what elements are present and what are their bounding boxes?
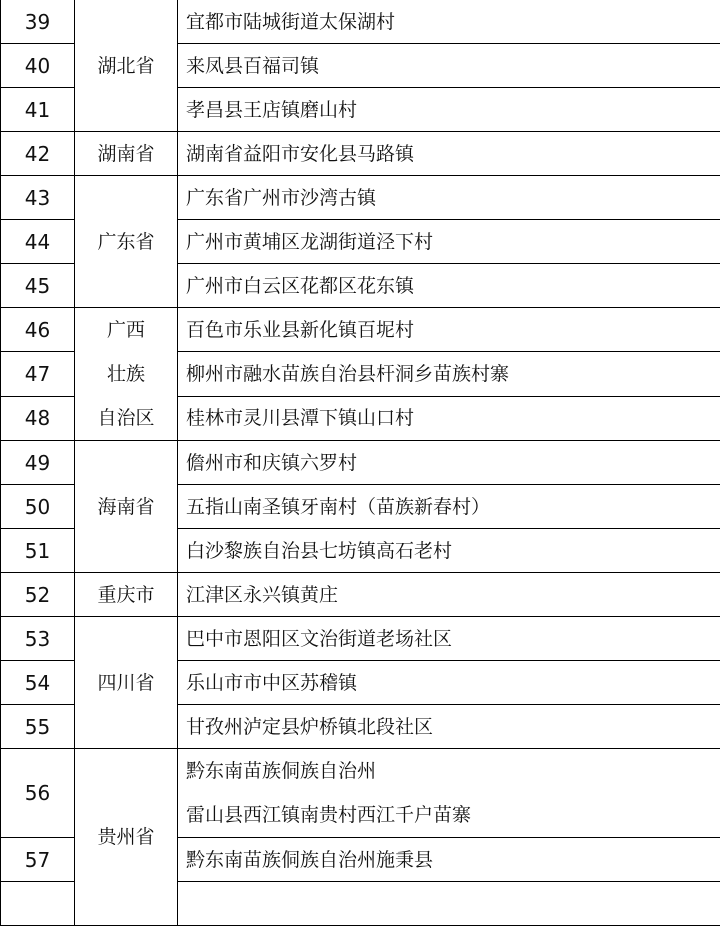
province-cell-chongqing: 重庆市 [75,573,178,617]
place-cell: 桂林市灵川县潭下镇山口村 [178,396,720,440]
row-number: 57 [1,838,75,882]
place-cell: 广州市白云区花都区花东镇 [178,264,720,308]
row-number: 54 [1,661,75,705]
row-number: 39 [1,0,75,44]
place-cell: 五指山南圣镇牙南村（苗族新春村） [178,485,720,529]
place-cell: 广东省广州市沙湾古镇 [178,176,720,220]
province-cell-sichuan: 四川省 [75,617,178,749]
place-cell: 宜都市陆城街道太保湖村 [178,0,720,44]
row-number: 49 [1,441,75,485]
province-cell-guizhou: 贵州省 [75,749,178,926]
place-cell [178,749,720,838]
place-cell: 巴中市恩阳区文治街道老场社区 [178,617,720,661]
row-number: 45 [1,264,75,308]
province-cell-guangxi [75,308,178,441]
row-number: 56 [1,749,75,838]
place-cell: 儋州市和庆镇六罗村 [178,441,720,485]
table-row [1,441,720,485]
province-cell-hunan: 湖南省 [75,132,178,176]
province-cell-hubei: 湖北省 [75,0,178,132]
province-cell-guangdong: 广东省 [75,176,178,308]
place-cell [178,882,720,926]
province-name-line: 壮族 [75,352,177,396]
place-cell: 江津区永兴镇黄庄 [178,573,720,617]
place-cell: 白沙黎族自治县七坊镇高石老村 [178,529,720,573]
table-row [1,573,720,617]
row-number: 46 [1,308,75,352]
row-number: 55 [1,705,75,749]
province-cell-hainan: 海南省 [75,441,178,573]
table-row [1,176,720,220]
place-cell: 黔东南苗族侗族自治州施秉县 [178,838,720,882]
row-number: 53 [1,617,75,661]
province-name-line: 广西 [75,308,177,352]
place-cell: 湖南省益阳市安化县马路镇 [178,132,720,176]
table-row [1,749,720,838]
row-number: 51 [1,529,75,573]
place-line: 黔东南苗族侗族自治州 [186,749,720,793]
place-cell: 来凤县百福司镇 [178,44,720,88]
place-cell: 广州市黄埔区龙湖街道泾下村 [178,220,720,264]
table-row [1,0,720,44]
province-name-line: 自治区 [75,396,177,440]
row-number: 42 [1,132,75,176]
row-number: 52 [1,573,75,617]
place-cell: 乐山市市中区苏稽镇 [178,661,720,705]
table-row [1,132,720,176]
row-number: 40 [1,44,75,88]
row-number: 43 [1,176,75,220]
row-number: 44 [1,220,75,264]
place-line: 雷山县西江镇南贵村西江千户苗寨 [186,793,720,837]
table-row [1,617,720,661]
row-number: 48 [1,396,75,440]
row-number: 50 [1,485,75,529]
place-cell: 甘孜州泸定县炉桥镇北段社区 [178,705,720,749]
place-cell: 孝昌县王店镇磨山村 [178,88,720,132]
row-number: 41 [1,88,75,132]
table-row [1,308,720,352]
row-number: 47 [1,352,75,396]
place-cell: 百色市乐业县新化镇百坭村 [178,308,720,352]
row-number [1,882,75,926]
place-cell: 柳州市融水苗族自治县杆洞乡苗族村寨 [178,352,720,396]
